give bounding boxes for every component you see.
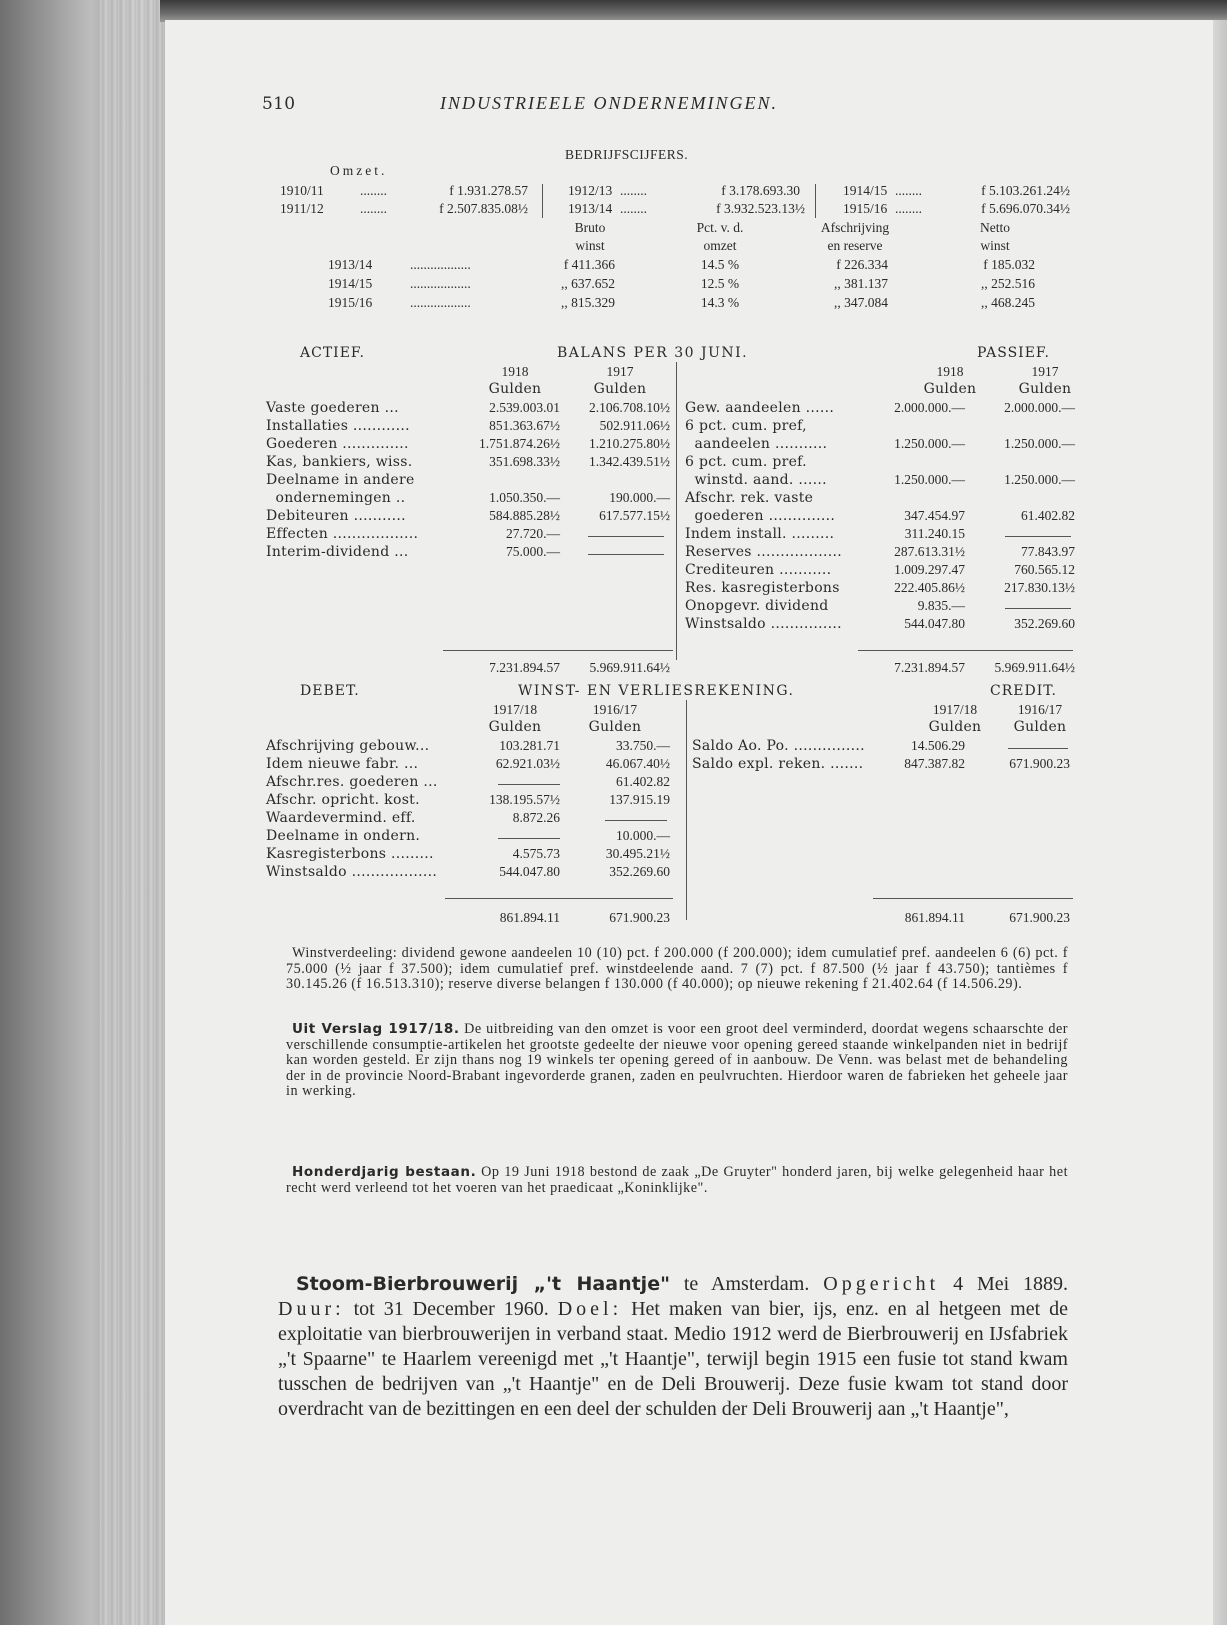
balans-title: BALANS PER 30 JUNI. (557, 345, 749, 361)
bedrijfscijfers-title: BEDRIJFSCIJFERS. (565, 147, 689, 162)
passief-total-1917: 5.969.911.64½ (994, 660, 1075, 675)
credit-total-1916-17: 671.900.23 (1009, 910, 1070, 925)
haantje-entry: Stoom-Bierbrouwerij „'t Haantje" te Amsterdam. Opgericht 4 Mei 1889. Duur: tot 31 December 1960. Doel: Het maken van bier, ijs, enz. en al hetgeen met de exploitatie van bierbrouwerijen in verband staat. Medio 1912 werd de Bierbrouwerij en IJsfabriek „'t Spaarne" te Haarlem vereenigd met „'t Haantje", terwijl begin 1915 een fusie tot stand kwam tusschen de bedrijven van „'t Haantje" en de Deli Brouwerij. Deze fusie kwam tot stand door overdracht van de bezittingen en een deel der schulden der Deli Brouwerij aan „'t Haantje", (278, 1273, 1069, 1420)
passief-title: PASSIEF. (977, 345, 1050, 361)
running-head: INDUSTRIEELE ONDERNEMINGEN. (440, 93, 778, 113)
honderdjarig-heading: Honderdjarig bestaan. (292, 1164, 477, 1180)
page-right-edge (1213, 20, 1227, 1625)
haantje-heading: Stoom-Bierbrouwerij „'t Haantje" (296, 1273, 670, 1295)
credit-title: CREDIT. (990, 683, 1057, 699)
credit-total-1917-18: 861.894.11 (904, 910, 965, 925)
actief-total-1918: 7.231.894.57 (489, 660, 560, 675)
winst-verlies-title: WINST- EN VERLIESREKENING. (518, 683, 795, 699)
book-top-edge (160, 0, 1227, 22)
debet-title: DEBET. (300, 683, 360, 699)
page-number: 510 (262, 94, 296, 114)
omzet-label: Omzet. (330, 163, 388, 178)
passief-total-1918: 7.231.894.57 (894, 660, 965, 675)
verslag-paragraph: Uit Verslag 1917/18. De uitbreiding van den omzet is voor een groot deel verminderd, doordat wegens schaarschte der verschillende consumptie-artikelen het grootste gedeelte der nieuwe voor opening gereed staande winkelpanden niet in bedrijf kan worden gesteld. Er zijn thans nog 19 winkels ter opening gereed of in aanbouw. De Venn. was belast met de behandeling der in de provincie Noord-Brabant ingevorderde granen, zaden en peulvruchten. Hierdoor waren de fabrieken het geheele jaar in werking. (286, 1021, 1069, 1100)
winstverdeeling-paragraph: Winstverdeeling: dividend gewone aandeelen 10 (10) pct. f 200.000 (f 200.000); idem cumulatief pref. aandeelen 6 (6) pct. f 75.000 (½ jaar f 37.500); idem cumulatief pref. winstdeelende aand. 7 (7) pct. f 87.500 (½ jaar f 43.750); tantièmes f 30.145.26 (f 16.513.310); reserve diverse belangen f 130.000 (f 40.000); op nieuwe rekening f 21.402.64 (f 14.506.29). (286, 945, 1068, 993)
debet-total-1917-18: 861.894.11 (499, 910, 560, 925)
actief-title: ACTIEF. (300, 345, 365, 361)
honderdjarig-paragraph: Honderdjarig bestaan. Op 19 Juni 1918 bestond de zaak „De Gruyter" honderd jaren, bij welke gelegenheid haar het recht werd verleend tot het voeren van het praedicaat „Koninklijke". (286, 1164, 1069, 1196)
debet-total-1916-17: 671.900.23 (609, 910, 670, 925)
actief-total-1917: 5.969.911.64½ (589, 660, 670, 675)
verslag-heading: Uit Verslag 1917/18. (292, 1021, 460, 1037)
page-edges (100, 0, 165, 1625)
